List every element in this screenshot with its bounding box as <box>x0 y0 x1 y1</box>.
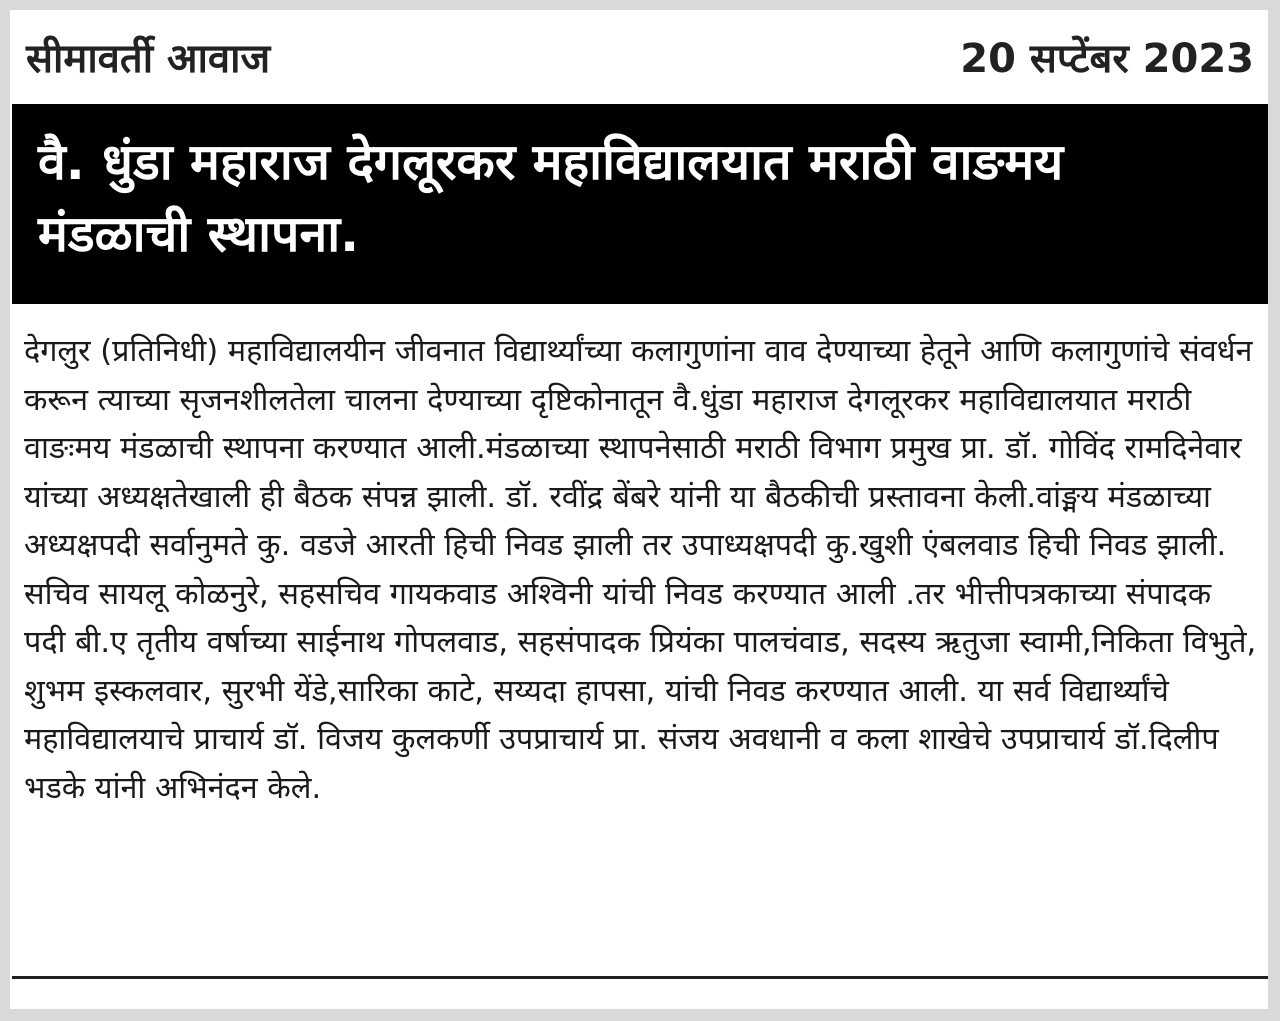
page-border-top <box>0 0 1280 10</box>
page-border-left <box>0 0 10 1021</box>
newspaper-name: सीमावर्ती आवाज <box>26 35 271 82</box>
masthead <box>26 26 1254 86</box>
headline: वै. धुंडा महाराज देगलूरकर महाविद्यालयात मराठी वाङमय मंडळाची स्थापना. <box>38 133 1064 263</box>
page-border-bottom <box>0 1009 1280 1021</box>
article-body: देगलुर (प्रतिनिधी) महाविद्यालयीन जीवनात विद्यार्थ्यांच्या कलागुणांना वाव देण्याच्या हेतूने आणि कलागुणांचे संवर्धन करून त्याच्या सृजनशीलतेला चालना देण्याच्या दृष्टिकोनातून वै.धुंडा महाराज देगलूरकर महाविद्यालयात मराठी वाङःमय मंडळाची स्थापना करण्यात आली.मंडळाच्या स्थापनेसाठी मराठी विभाग प्रमुख प्रा. डॉ. गोविंद रामदिनेवार यांच्या अध्यक्षतेखाली ही बैठक संपन्न झाली. डॉ. रवींद्र बेंबरे यांनी या बैठकीची प्रस्तावना केली.वांङ्मय मंडळाच्या अध्यक्षपदी सर्वानुमते कु. वडजे आरती हिची निवड झाली तर उपाध्यक्षपदी कु.खुशी एंबलवाड हिची निवड झाली. सचिव सायलू कोळनुरे, सहसचिव गायकवाड अश्विनी यांची निवड करण्यात आली .तर भीत्तीपत्रकाच्या संपादक पदी बी.ए तृतीय वर्षाच्या साईनाथ गोपलवाड, सहसंपादक प्रियंका पालचंवाड, सदस्य ऋतुजा स्वामी,निकिता विभुते, शुभम इस्कलवार, सुरभी येंडे,सारिका काटे, सय्यदा हापसा, यांची निवड करण्यात आली. या सर्व विद्यार्थ्यांचे महाविद्यालयाचे प्राचार्य डॉ. विजय कुलकर्णी उपप्राचार्य प्रा. संजय अवधानी व कला शाखेचे उपप्राचार्य डॉ.दिलीप भडके यांनी अभिनंदन केले. <box>24 334 1257 806</box>
headline-banner <box>12 104 1268 304</box>
bottom-divider <box>12 976 1268 979</box>
publication-date: 20 सप्टेंबर 2023 <box>960 35 1254 82</box>
page-border-right <box>1268 0 1280 1021</box>
